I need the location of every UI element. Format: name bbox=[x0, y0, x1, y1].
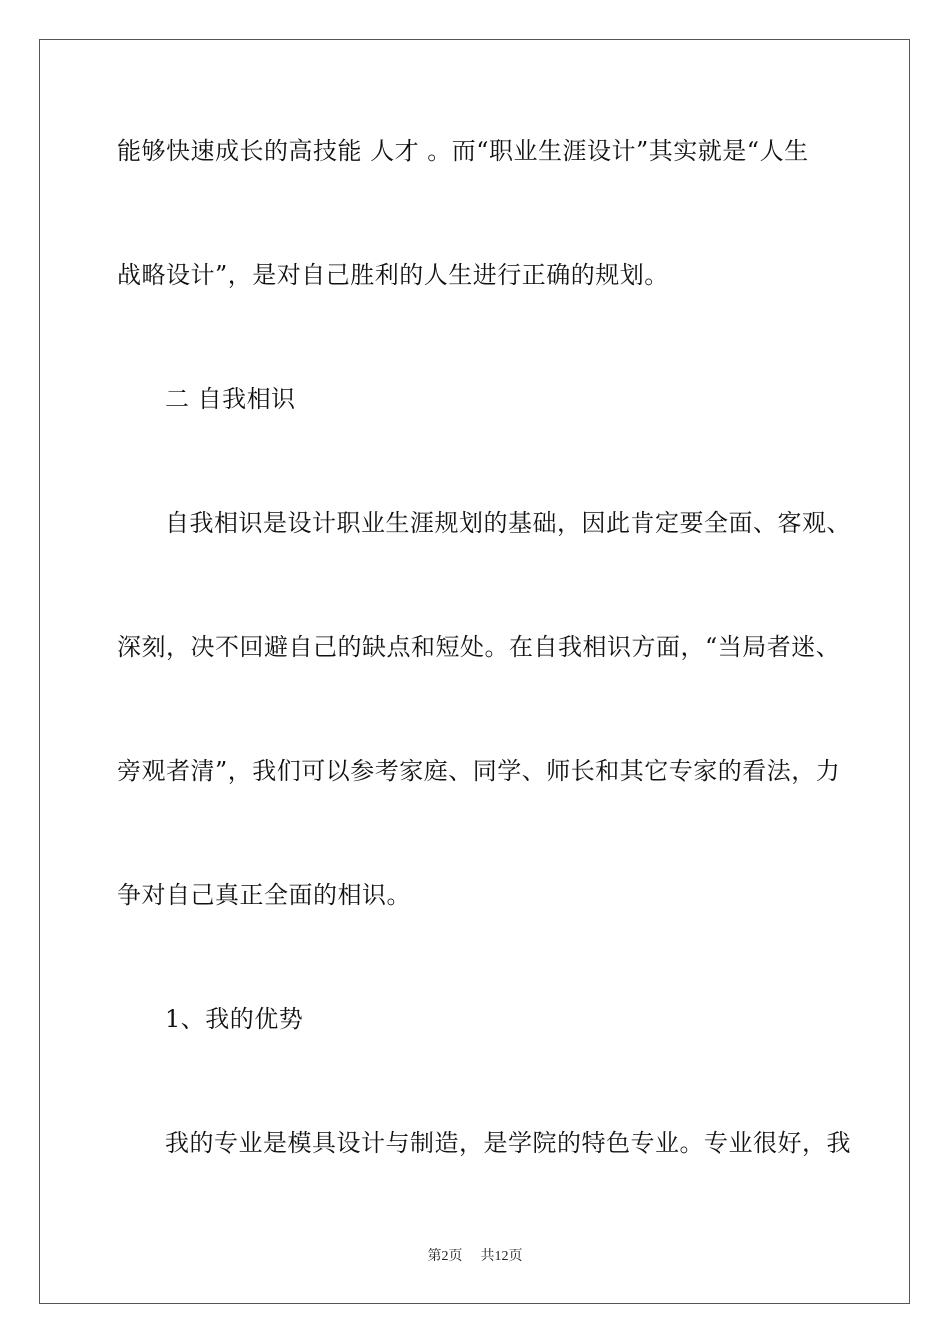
page-footer bbox=[0, 1248, 950, 1266]
paragraph-line-4: 深刻，决不回避自己的缺点和短处。在自我相识方面，“当局者迷、 bbox=[117, 633, 841, 661]
paragraph-line-3: 自我相识是设计职业生涯规划的基础，因此肯定要全面、客观、 bbox=[165, 509, 851, 537]
paragraph-line-2: 战略设计”，是对自己胜利的人生进行正确的规划。 bbox=[117, 261, 669, 289]
paragraph-line-5: 旁观者清”，我们可以参考家庭、同学、师长和其它专家的看法，力 bbox=[117, 757, 841, 785]
page-number: 第2页 bbox=[427, 1249, 463, 1264]
paragraph-line-1: 能够快速成长的高技能 人才 。而“职业生涯设计”其实就是“人生 bbox=[117, 137, 809, 165]
paragraph-line-7: 我的专业是模具设计与制造，是学院的特色专业。专业很好，我 bbox=[165, 1129, 851, 1157]
paragraph-line-6: 争对自己真正全面的相识。 bbox=[117, 881, 411, 909]
section-heading: 二 自我相识 bbox=[165, 385, 296, 413]
page-border bbox=[39, 39, 910, 1304]
page-total: 共12页 bbox=[480, 1249, 523, 1264]
subsection-heading: 1、我的优势 bbox=[165, 1005, 304, 1033]
